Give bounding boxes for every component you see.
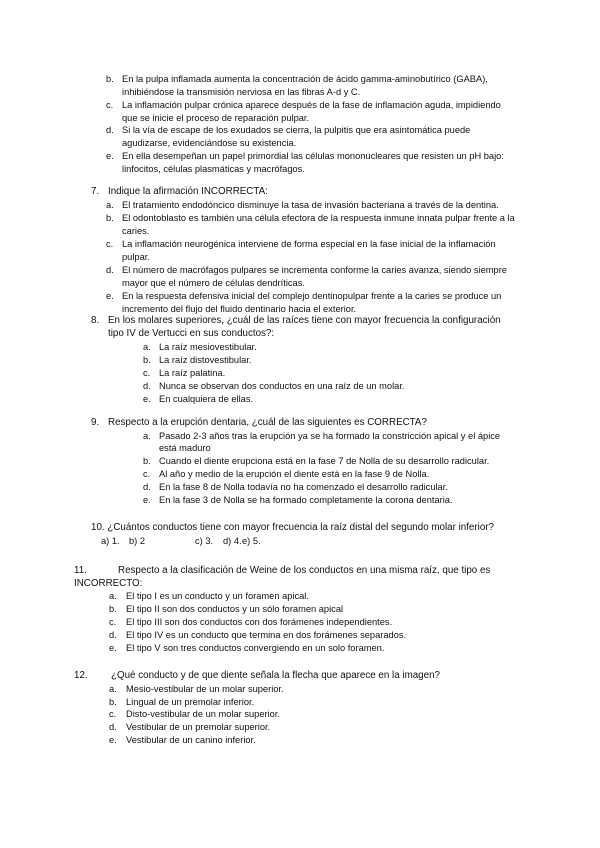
q9-c-letter: c. xyxy=(143,469,151,479)
q6-c-text-cont: que se inicie el proceso de reparación pulpar. xyxy=(122,113,310,123)
q7-e-letter: e. xyxy=(106,291,114,301)
q11-c-letter: c. xyxy=(109,617,117,627)
q11-c-text: El tipo III son dos conductos con dos forámenes independientes. xyxy=(126,617,393,627)
q10-question: 10. ¿Cuántos conductos tiene con mayor frecuencia la raíz distal del segundo molar inferior? xyxy=(91,522,494,533)
q6-d-text: Si la vía de escape de los exudados se cierra, la pulpitis que era asintomática puede xyxy=(122,125,471,135)
q10-option-b: b) 2 xyxy=(129,536,146,546)
q12-c-text: Disto-vestibular de un molar superior. xyxy=(126,709,280,719)
q7-e-text: En la respuesta defensiva inicial del complejo dentinopulpar frente a la caries se produce un xyxy=(122,291,502,301)
q11-d-letter: d. xyxy=(109,630,117,640)
q9-b-letter: b. xyxy=(143,456,151,466)
q8-c-letter: c. xyxy=(143,368,151,378)
q12-e-text: Vestibular de un canino inferior. xyxy=(126,735,256,745)
q8-number: 8. xyxy=(91,315,100,326)
q7-d-letter: d. xyxy=(106,265,114,275)
q7-e-text-cont: incremento del flujo del fluido dentinario hacia el exterior. xyxy=(122,304,357,314)
q12-b-letter: b. xyxy=(109,697,117,707)
q10-option-c: c) 3. xyxy=(195,536,214,546)
q7-c-letter: c. xyxy=(106,239,114,249)
q11-e-text: El tipo V son tres conductos convergiendo en un solo foramen. xyxy=(126,643,385,653)
q8-b-letter: b. xyxy=(143,355,151,365)
q11-b-text: El tipo II son dos conductos y un sólo foramen apical xyxy=(126,604,344,614)
q6-b-text: En la pulpa inflamada aumenta la concentración de ácido gamma-aminobutírico (GABA), xyxy=(122,74,488,84)
q7-b-letter: b. xyxy=(106,213,114,223)
q7-d-text-cont: mayor que el número de células dendríticas. xyxy=(122,278,305,288)
q7-c-text: La inflamación neurogénica interviene de forma especial en la fase inicial de la inflamación xyxy=(122,239,496,249)
q9-c-text: Al año y medio de la erupción el diente está en la fase 9 de Nolla. xyxy=(159,469,430,479)
q9-b-text: Cuando el diente erupciona está en la fase 7 de Nolla de su desarrollo radicular. xyxy=(159,456,490,466)
q7-d-text: El número de macrófagos pulpares se incrementa conforme la caries avanza, siendo siempre xyxy=(122,265,507,275)
q9-e-text: En la fase 3 de Nolla se ha formado completamente la corona dentaria. xyxy=(159,495,453,505)
q6-d-letter: d. xyxy=(106,125,114,135)
q12-c-letter: c. xyxy=(109,709,117,719)
q7-b-text-cont: caries. xyxy=(122,226,150,236)
q9-d-text: En la fase 8 de Nolla todavía no ha comenzado el desarrollo radicular. xyxy=(159,482,448,492)
q11-a-letter: a. xyxy=(109,591,117,601)
q12-a-text: Mesio-vestibular de un molar superior. xyxy=(126,684,284,694)
q8-a-letter: a. xyxy=(143,342,151,352)
q6-b-text-cont: inhibiéndose la transmisión nerviosa en las fibras A-d y C. xyxy=(122,87,361,97)
q7-b-text: El odontoblasto es también una célula efectora de la respuesta inmune innata pulpar frente a la xyxy=(122,213,515,223)
q10-option-e: e) 5. xyxy=(242,536,261,546)
q6-b-letter: b. xyxy=(106,74,114,84)
q11-a-text: El tipo I es un conducto y un foramen apical. xyxy=(126,591,309,601)
q10-option-d: d) 4. xyxy=(223,536,242,546)
q8-a-text: La raíz mesiovestibular. xyxy=(159,342,257,352)
q6-e-text-cont: linfocitos, células plasmáticas y macrófagos. xyxy=(122,164,305,174)
q12-d-text: Vestibular de un premolar superior. xyxy=(126,722,271,732)
q9-a-text-cont: está maduro xyxy=(159,443,211,453)
q11-question-cont: INCORRECTO: xyxy=(74,578,143,589)
q9-d-letter: d. xyxy=(143,482,151,492)
q12-b-text: Lingual de un premolar inferior. xyxy=(126,697,255,707)
q7-question: Indique la afirmación INCORRECTA: xyxy=(108,186,268,197)
q8-e-letter: e. xyxy=(143,394,151,404)
q9-number: 9. xyxy=(91,417,100,428)
q7-a-letter: a. xyxy=(106,200,114,210)
q12-a-letter: a. xyxy=(109,684,117,694)
q11-b-letter: b. xyxy=(109,604,117,614)
q11-number: 11. xyxy=(74,565,87,576)
q9-a-text: Pasado 2-3 años tras la erupción ya se ha formado la constricción apical y el ápice xyxy=(159,431,501,441)
q12-question: ¿Qué conducto y de que diente señala la flecha que aparece en la imagen? xyxy=(111,670,440,681)
q8-c-text: La raíz palatina. xyxy=(159,368,226,378)
q6-c-text: La inflamación pulpar crónica aparece después de la fase de inflamación aguda, impidiendo xyxy=(122,100,501,110)
q11-question: Respecto a la clasificación de Weine de los conductos en una misma raíz, que tipo es xyxy=(118,565,491,576)
q11-d-text: El tipo IV es un conducto que termina en dos forámenes separados. xyxy=(126,630,407,640)
q10-option-a: a) 1. xyxy=(101,536,120,546)
q7-c-text-cont: pulpar. xyxy=(122,252,150,262)
q12-d-letter: d. xyxy=(109,722,117,732)
q8-d-letter: d. xyxy=(143,381,151,391)
q7-a-text: El tratamiento endodóncico disminuye la tasa de invasión bacteriana a través de la dentina. xyxy=(122,200,499,210)
q12-e-letter: e. xyxy=(109,735,117,745)
q8-e-text: En cualquiera de ellas. xyxy=(159,394,254,404)
q9-e-letter: e. xyxy=(143,495,151,505)
q6-c-letter: c. xyxy=(106,100,114,110)
q8-b-text: La raíz distovestibular. xyxy=(159,355,252,365)
q6-d-text-cont: agudizarse, evidenciándose su existencia. xyxy=(122,138,297,148)
q8-question-cont: tipo IV de Vertucci en sus conductos?: xyxy=(108,328,275,339)
q6-e-letter: e. xyxy=(106,151,114,161)
q11-e-letter: e. xyxy=(109,643,117,653)
q9-question: Respecto a la erupción dentaria, ¿cuál de las siguientes es CORRECTA? xyxy=(108,417,427,428)
q6-e-text: En ella desempeñan un papel primordial las células mononucleares que resisten un pH bajo: xyxy=(122,151,504,161)
q12-number: 12. xyxy=(74,670,88,681)
q8-question: En los molares superiores, ¿cuál de las raíces tiene con mayor frecuencia la configuración xyxy=(108,315,501,326)
q8-d-text: Nunca se observan dos conductos en una raíz de un molar. xyxy=(159,381,405,391)
q9-a-letter: a. xyxy=(143,431,151,441)
q7-number: 7. xyxy=(91,186,100,197)
